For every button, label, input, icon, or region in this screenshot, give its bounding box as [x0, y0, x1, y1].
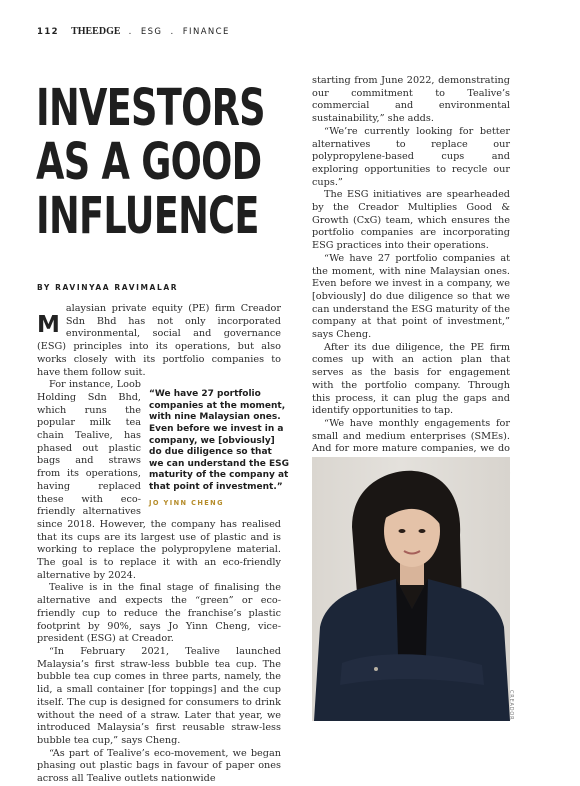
subsection-label: FINANCE: [182, 27, 230, 37]
paragraph-3: Tealive is in the final stage of finalising the alternative and expects the “green” or eco-friendly cup to reduce the franchise’s plastic footprint by 90%, says Jo Yinn Cheng, vice-president (ESG) at Creador.: [37, 582, 281, 645]
page-header: 112 THEEDGE . ESG . FINANCE: [37, 26, 230, 37]
paragraph-11: “We have monthly engagements for small and medium enterprises (SMEs). And for more mature companies, we do: [312, 417, 510, 455]
paragraph-1: M alaysian private equity (PE) firm Creador Sdn Bhd has not only incorporated environmental, social and governance (ESG) principles into its operations, but also works closely with its portfolio companies to have them follow suit.: [37, 303, 281, 378]
portrait-photo: [312, 457, 510, 721]
article-column-1: [37, 303, 289, 786]
paragraph-2: “We have 27 portfolio companies at the moment, with nine Malaysian ones. Even before we invest in a company, we [obviously] do due diligence so that we can understand the ESG maturity of the company at that point of investment.” JO YINN CHENG For instance, Loob Holding Sdn Bhd, which runs the popular milk tea chain Tealive, has phased out plastic bags and straws from its operations, having replaced these with eco-friendly alternatives since 2018. However, the company has realised that its cups are its largest use of plastic and is working to replace the polypropylene material. The goal is to replace it with an eco-friendly alternative by 2024.: [37, 379, 289, 581]
paragraph-9: “We have 27 portfolio companies at the moment, with nine Malaysian ones. Even before we invest in a company, we [obviously] do due diligence so that we can understand the ESG maturity of the company at that point of investment,” says Cheng.: [312, 252, 510, 341]
paragraph-5: “As part of Tealive’s eco-movement, we began phasing out plastic bags in favour of paper ones across all Tealive outlets nationwide: [37, 747, 281, 785]
section-label: ESG: [140, 27, 163, 37]
pull-quote-attribution: JO YINN CHENG: [149, 498, 224, 507]
paragraph-6: starting from June 2022, demonstrating our commitment to Tealive’s commercial and environmental sustainability,” she adds.: [312, 75, 510, 125]
magazine-logo: THEEDGE: [71, 26, 121, 37]
headline-line-2: AS A GOOD: [36, 133, 262, 192]
article-headline: [36, 79, 265, 246]
headline-line-3: INFLUENCE: [36, 187, 259, 246]
drop-cap: M: [37, 312, 60, 338]
page-number: 112: [37, 27, 59, 37]
paragraph-10: After its due diligence, the PE firm comes up with an action plan that serves as the basis for engagement with the portfolio company. Through this process, it can plug the gaps and identify opportunities to tap.: [312, 341, 510, 417]
pull-quote-text: “We have 27 portfolio companies at the moment, with nine Malaysian ones. Even before we invest in a company, we [obviously] do due diligence so that we can understand the ESG maturity of the company at that point of investment.”: [149, 389, 289, 492]
paragraph-4: “In February 2021, Tealive launched Malaysia’s first straw-less bubble tea cup. The bubble tea cup comes in three parts, namely, the lid, a small container [for toppings] and the cup itself. The cup is designed for consumers to drink without the need of a straw. Later that year, we introduced Malaysia’s first reusable straw-less bubble tea cup,” says Cheng.: [37, 645, 281, 746]
byline: BY RAVINYAA RAVIMALAR: [37, 283, 179, 292]
portrait-illustration: [312, 457, 510, 721]
photo-credit: CREADOR: [508, 690, 514, 721]
paragraph-7: “We’re currently looking for better alternatives to replace our polypropylene-based cups and exploring opportunities to recycle our cups.”: [312, 125, 510, 188]
pull-quote: [149, 389, 289, 509]
headline-line-1: INVESTORS: [36, 79, 265, 138]
paragraph-8: The ESG initiatives are spearheaded by the Creador Multiplies Good & Growth (CxG) team, which ensures the portfolio companies are incorporating ESG practices into their operations.: [312, 189, 510, 252]
